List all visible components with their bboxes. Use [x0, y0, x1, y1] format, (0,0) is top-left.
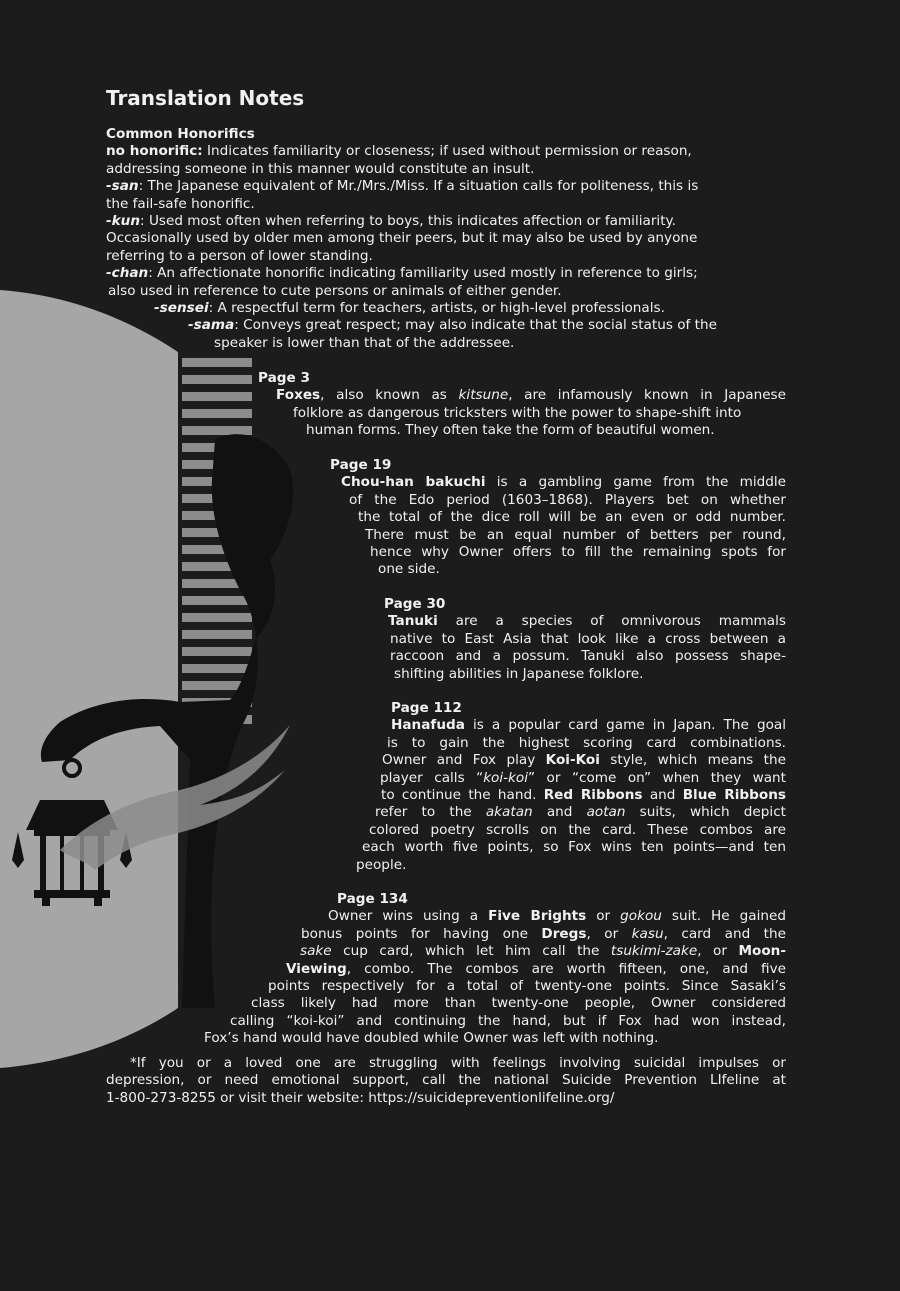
- page-title: Translation Notes: [106, 86, 305, 110]
- note-page-30: Page 30 Tanuki are a species of omnivorous mammals native to East Asia that look like a cross between a raccoon and a possum. Tanuki also possess shape- shifting abilities in Japanese folklore.: [384, 596, 786, 682]
- note-page-3: Page 3 Foxes, also known as kitsune, are infamously known in Japanese folklore as dangerous tricksters with the power to shape-shift into human forms. They often take the form of beautiful women.: [258, 370, 787, 439]
- honorific-none: no honorific: Indicates familiarity or closeness; if used without permission or reason,: [106, 143, 692, 160]
- note-page-112: Page 112 Hanafuda is a popular card game in Japan. The goal is to gain the highest scoring card combinations. Owner and Fox play Koi-Koi style, which means the player calls “koi-koi” or “come on” when they want to continue the hand. Red Ribbons and Blue Ribbons refer to the akatan and aotan suits, which depict colored poetry scrolls on the card. These combos are each worth five points, so Fox wins ten points—and ten people.: [356, 700, 786, 873]
- honorifics-section: Common Honorifics no honorific: Indicates familiarity or closeness; if used without permission or reason, addressing someone in this manner would constitute an insult. -san: The Japanese equivalent of Mr./Mrs./Miss. If a situation calls for politeness, this is the fail-safe honorific. -kun: Used most often when referring to boys, this indicates affection or familiarity. Occasionally used by older men among their peers, but it may also be used by anyone referring to a person of lower standing. -chan: An affectionate honorific indicating familiarity used mostly in reference to girls; also used in reference to cute persons or animals of either gender. -sensei: A respectful term for teachers, artists, or high-level professionals. -sama: Conveys great respect; may also indicate that the social status of the speaker is lower than that of the addressee.: [106, 126, 717, 351]
- honorific-chan: -chan: An affectionate honorific indicating familiarity used mostly in reference to girls;: [106, 265, 698, 282]
- note-page-134: Page 134 Owner wins using a Five Brights or gokou suit. He gained bonus points for having one Dregs, or kasu, card and the sake cup card, which let him call the tsukimi-zake, or Moon- Viewing, combo. The combos are worth fifteen, one, and five points respectively for a total of twenty-one points. Since Sasaki’s class likely had more than twenty-one people, Owner considered calling “koi-koi” and continuing the hand, but if Fox had won instead, Fox’s hand would have doubled while Owner was left with nothing.: [204, 891, 786, 1047]
- note-page-19: Page 19 Chou-han bakuchi is a gambling game from the middle of the Edo period (1603–1868). Players bet on whether the total of the dice roll will be an even or odd number. There must be an equal number of betters per round, hence why Owner offers to fill the remaining spots for one side.: [330, 457, 787, 578]
- honorific-sama: -sama: Conveys great respect; may also indicate that the social status of the: [188, 317, 717, 334]
- honorifics-heading: Common Honorifics: [106, 126, 255, 142]
- moon-shape: [0, 290, 178, 1068]
- honorific-san: -san: The Japanese equivalent of Mr./Mrs./Miss. If a situation calls for politeness, this is: [106, 178, 699, 195]
- honorific-kun: -kun: Used most often when referring to boys, this indicates affection or familiarity.: [106, 213, 676, 230]
- honorific-sensei: -sensei: A respectful term for teachers, artists, or high-level professionals.: [154, 300, 665, 317]
- suicide-prevention-footnote: *If you or a loved one are struggling with feelings involving suicidal impulses or depression, or need emotional support, call the national Suicide Prevention LIfeline at 1-800-273-8255 or visit their website: https://suicidepreventionlifeline.org/: [106, 1055, 786, 1106]
